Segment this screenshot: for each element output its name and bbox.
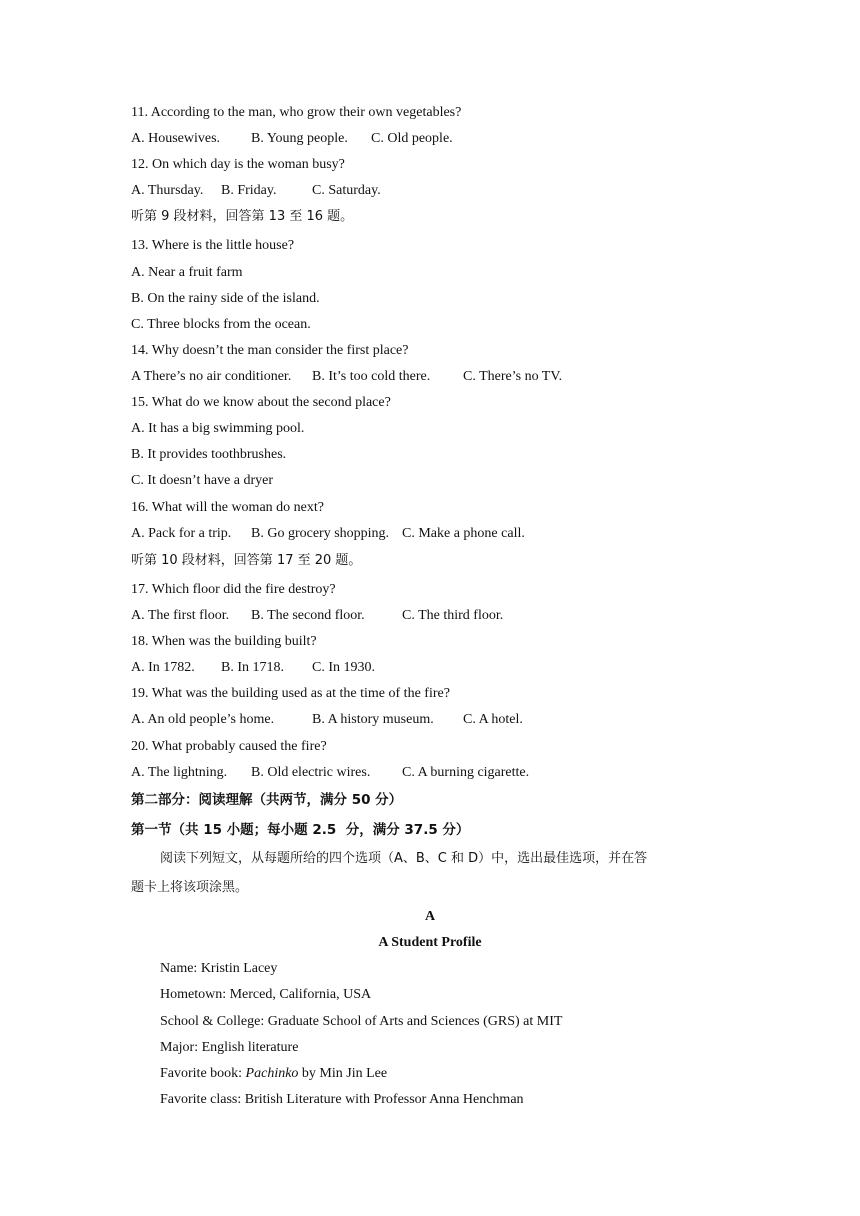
option-c: C. The third floor.: [402, 608, 504, 623]
profile-favorite-book: [160, 1065, 387, 1083]
question-12: 12. On which day is the woman busy?: [131, 157, 345, 172]
option-c: C. A hotel.: [463, 712, 523, 727]
question-13-option-a: A. Near a fruit farm: [131, 265, 243, 280]
instructions-line-2: 题卡上将该项涂黑。: [131, 880, 249, 895]
question-13: 13. Where is the little house?: [131, 238, 295, 253]
passage-title: A Student Profile: [378, 935, 482, 950]
book-title: Pachinko: [245, 1066, 299, 1081]
profile-name: Name: Kristin Lacey: [160, 961, 278, 976]
profile-hometown: Hometown: Merced, California, USA: [160, 987, 372, 1002]
question-13-option-c: C. Three blocks from the ocean.: [131, 317, 311, 332]
option-b: B. Old electric wires.: [251, 765, 371, 780]
option-c: C. In 1930.: [312, 660, 375, 675]
option-c: C. Make a phone call.: [402, 526, 525, 541]
option-b: B. It’s too cold there.: [312, 369, 431, 384]
question-15-option-c: C. It doesn’t have a dryer: [131, 473, 274, 488]
question-11-options: [131, 130, 453, 148]
question-11: 11. According to the man, who grow their own vegetables?: [131, 105, 462, 120]
option-b: B. The second floor.: [251, 608, 365, 623]
profile-major: Major: English literature: [160, 1040, 299, 1055]
option-b: B. Friday.: [221, 183, 277, 198]
question-13-option-b: B. On the rainy side of the island.: [131, 291, 320, 306]
question-14-options: [131, 368, 562, 386]
profile-favorite-class: Favorite class: British Literature with Professor Anna Henchman: [160, 1092, 524, 1107]
question-18: 18. When was the building built?: [131, 634, 317, 649]
section-1-heading: 第一节（共 15 小题；每小题 2.5 分，满分 37.5 分）: [131, 822, 470, 838]
section-10-instruction: 听第 10 段材料，回答第 17 至 20 题。: [131, 553, 362, 568]
section-9-instruction: 听第 9 段材料，回答第 13 至 16 题。: [131, 209, 354, 224]
instructions-line-1: 阅读下列短文，从每题所给的四个选项（A、B、C 和 D）中，选出最佳选项，并在答: [160, 851, 648, 866]
book-prefix: Favorite book:: [160, 1066, 246, 1081]
option-a: A. Thursday.: [131, 183, 204, 198]
option-c: C. Saturday.: [312, 183, 381, 198]
question-19-options: [131, 711, 523, 729]
book-suffix: by Min Jin Lee: [298, 1066, 388, 1081]
option-b: B. Young people.: [251, 131, 348, 146]
option-a: A There’s no air conditioner.: [131, 369, 292, 384]
question-20-options: [131, 764, 529, 782]
option-a: A. The first floor.: [131, 608, 230, 623]
option-a: A. Pack for a trip.: [131, 526, 232, 541]
question-15: 15. What do we know about the second place?: [131, 395, 391, 410]
option-a: A. In 1782.: [131, 660, 195, 675]
option-a: A. The lightning.: [131, 765, 228, 780]
question-16: 16. What will the woman do next?: [131, 500, 324, 515]
option-a: A. Housewives.: [131, 131, 221, 146]
question-12-options: [131, 182, 381, 200]
part-2-heading: 第二部分：阅读理解（共两节，满分 50 分）: [131, 792, 403, 808]
option-a: A. An old people’s home.: [131, 712, 275, 727]
question-16-options: [131, 525, 525, 543]
question-15-option-b: B. It provides toothbrushes.: [131, 447, 287, 462]
option-b: B. In 1718.: [221, 660, 284, 675]
option-b: B. Go grocery shopping.: [251, 526, 390, 541]
question-15-option-a: A. It has a big swimming pool.: [131, 421, 305, 436]
question-20: 20. What probably caused the fire?: [131, 739, 327, 754]
question-17: 17. Which floor did the fire destroy?: [131, 582, 336, 597]
question-18-options: [131, 659, 375, 677]
option-c: C. There’s no TV.: [463, 369, 563, 384]
option-b: B. A history museum.: [312, 712, 434, 727]
question-19: 19. What was the building used as at the time of the fire?: [131, 686, 450, 701]
profile-school: School & College: Graduate School of Arts and Sciences (GRS) at MIT: [160, 1014, 563, 1029]
option-c: C. A burning cigarette.: [402, 765, 530, 780]
option-c: C. Old people.: [371, 131, 453, 146]
question-14: 14. Why doesn’t the man consider the first place?: [131, 343, 409, 358]
passage-letter: A: [424, 909, 436, 924]
question-17-options: [131, 607, 503, 625]
